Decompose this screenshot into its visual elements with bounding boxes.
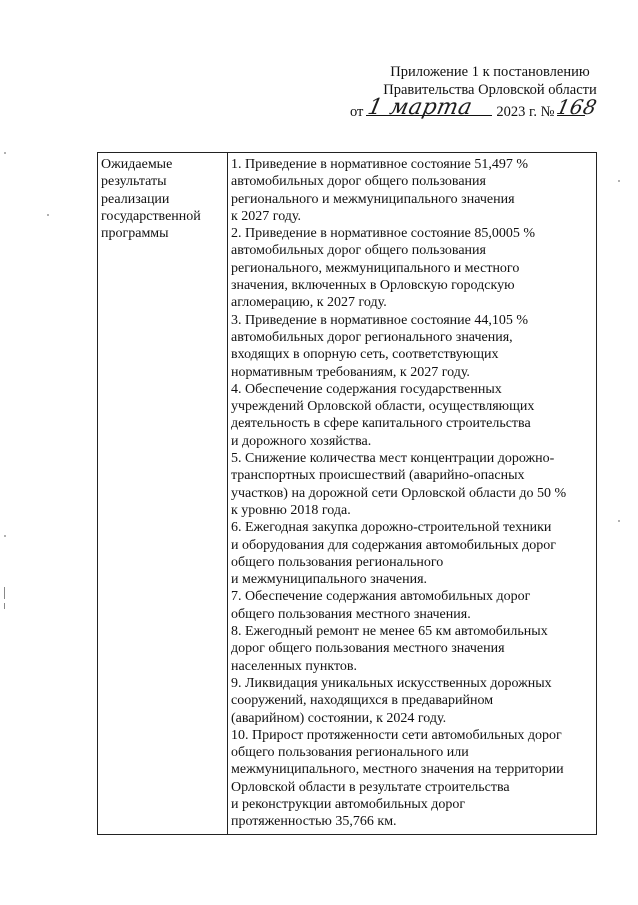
content-line: общего пользования регионального или (231, 745, 469, 761)
content-line: протяженностью 35,766 км. (231, 814, 397, 830)
content-line: 7. Обеспечение содержания автомобильных дорог (231, 589, 531, 605)
content-line: 5. Снижение количества мест концентрации дорожно- (231, 451, 555, 467)
label-line: Ожидаемые (101, 157, 173, 172)
content-line: (аварийном) состоянии, к 2024 году. (231, 710, 447, 726)
content-line: агломерацию, к 2027 году. (231, 295, 387, 311)
content-line: нормативным требованиям, к 2027 году. (231, 364, 470, 380)
content-line: и реконструкции автомобильных дорог (231, 796, 466, 812)
scan-dot (618, 520, 620, 522)
content-line: к 2027 году. (231, 208, 302, 224)
number-field (554, 95, 600, 119)
scan-mark (4, 603, 5, 609)
content-line: 2. Приведение в нормативное состояние 85,0005 % (231, 226, 536, 242)
content-line: и оборудования для содержания автомобильных дорог (231, 537, 556, 553)
content-line: общего пользования местного значения. (231, 606, 471, 622)
scan-dot (618, 180, 620, 182)
year-label: 2023 г. № (496, 104, 555, 120)
content-line: сооружений, находящихся в предаварийном (231, 693, 494, 709)
table-content-cell (231, 156, 596, 831)
label-line: государственной (101, 208, 201, 224)
from-label: от (350, 104, 364, 120)
results-table (97, 152, 597, 835)
content-line: межмуниципального, местного значения на территории (231, 762, 564, 778)
header-line-2: Правительства Орловской области (383, 82, 597, 98)
table-label-cell (101, 156, 225, 242)
content-line: дорог общего пользования местного значения (231, 641, 505, 657)
label-line: результаты (101, 174, 167, 190)
label-line: программы (101, 226, 169, 242)
content-line: общего пользования регионального (231, 554, 444, 570)
content-line: 10. Прирост протяженности сети автомобильных дорог (231, 727, 562, 743)
scan-dot (4, 535, 6, 537)
handwritten-number: 168 (554, 95, 600, 119)
content-line: населенных пунктов. (231, 658, 358, 674)
content-line: 9. Ликвидация уникальных искусственных дорожных (231, 675, 552, 691)
date-field (365, 95, 492, 120)
content-line: 8. Ежегодный ремонт не менее 65 км автомобильных (231, 624, 548, 640)
content-line: и дорожного хозяйства. (231, 433, 372, 449)
content-line: к уровню 2018 года. (231, 502, 351, 518)
content-line: 3. Приведение в нормативное состояние 44,105 % (231, 312, 529, 328)
content-line: учреждений Орловской области, осуществляющих (231, 399, 535, 415)
content-line: значения, включенных в Орловскую городскую (231, 278, 515, 294)
content-line: входящих в опорную сеть, соответствующих (231, 347, 499, 363)
content-line: автомобильных дорог общего пользования (231, 243, 486, 259)
content-line: Орловской области в результате строительства (231, 779, 510, 795)
content-line: регионального и межмуниципального значения (231, 191, 515, 207)
handwritten-date: 1 марта (365, 95, 476, 120)
content-line: участков) на дорожной сети Орловской области до 50 % (231, 485, 567, 501)
scan-dot (4, 152, 6, 154)
content-line: и межмуниципального значения. (231, 572, 428, 588)
content-line: 1. Приведение в нормативное состояние 51,497 % (231, 157, 529, 172)
header-date-line (350, 95, 630, 121)
content-line: автомобильных дорог общего пользования (231, 174, 486, 190)
content-line: регионального, межмуниципального и местного (231, 260, 520, 276)
content-line: 4. Обеспечение содержания государственных (231, 381, 502, 397)
header-line-1: Приложение 1 к постановлению (390, 64, 590, 80)
column-divider (227, 153, 228, 834)
label-line: реализации (101, 191, 170, 207)
content-line: деятельность в сфере капитального строительства (231, 416, 531, 432)
document-header (350, 63, 630, 121)
content-line: транспортных происшествий (аварийно-опасных (231, 468, 525, 484)
scan-dot (47, 214, 49, 216)
content-line: автомобильных дорог регионального значения, (231, 329, 513, 345)
scan-mark (4, 587, 5, 599)
content-line: 6. Ежегодная закупка дорожно-строительной техники (231, 520, 552, 536)
